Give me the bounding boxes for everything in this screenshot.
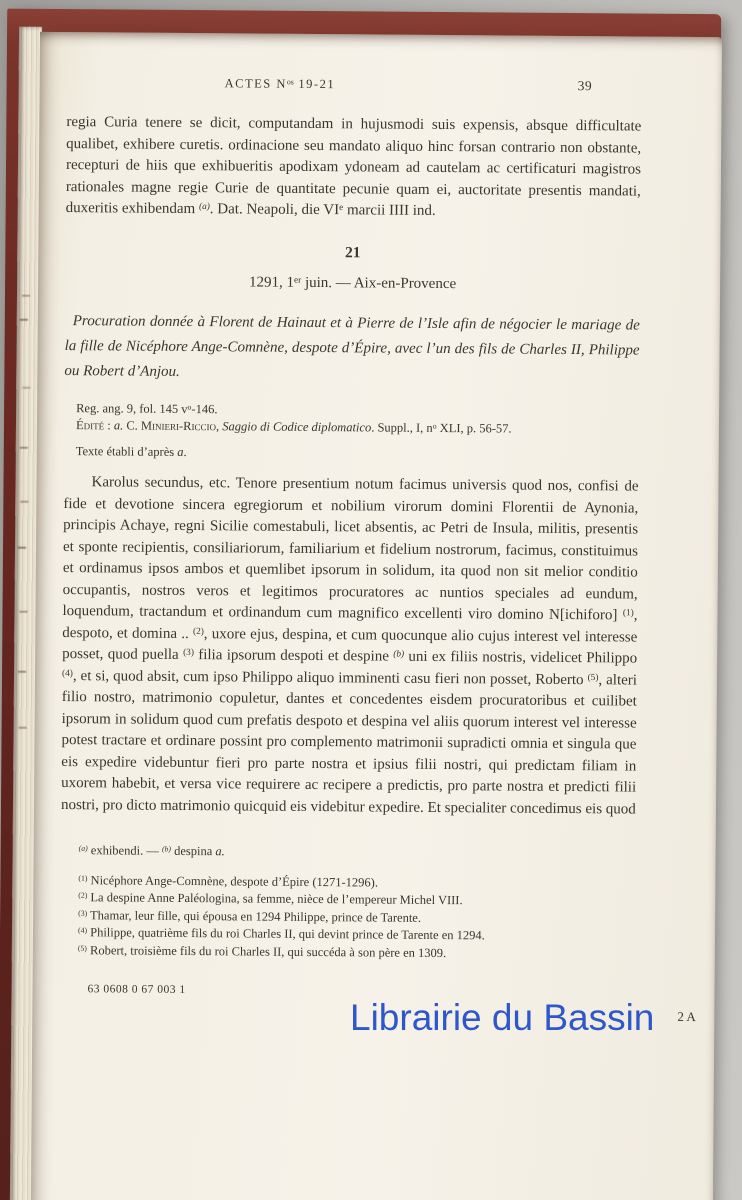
act-number: 21 xyxy=(345,243,361,261)
act-body-text: , et si, quod absit, cum ipso Philippo aliquo imminenti casu fieri non posset, Roberto xyxy=(72,667,588,688)
edition-siglum: a. xyxy=(113,418,124,433)
folio-sup: o xyxy=(187,402,192,412)
text-basis xyxy=(76,443,639,465)
act-body-text: , despoto, et domina .. xyxy=(62,607,638,642)
page-number: 39 xyxy=(577,78,593,94)
apparatus-text: despina xyxy=(170,843,216,859)
act-body-text: filia ipsorum despoti et despine xyxy=(193,647,394,665)
running-title-sup: os xyxy=(286,77,294,87)
ordinal-sup: e xyxy=(339,203,344,214)
act-body-paragraph xyxy=(61,472,639,821)
footnote xyxy=(60,942,635,964)
footnote-text: La despine Anne Paléologina, sa femme, nièce de l’empereur Michel VIII. xyxy=(90,890,463,908)
footnote-text: Robert, troisième fils du roi Charles II, qui succéda à son père en 1309. xyxy=(89,942,447,960)
apparatus-mark-b: (b) xyxy=(161,844,172,854)
date-pre: 1291, 1 xyxy=(248,274,295,291)
edition-reference xyxy=(76,417,639,439)
note-ref-5: (5) xyxy=(587,672,599,683)
apparatus-siglum: a. xyxy=(215,844,225,859)
running-title-post: 19-21 xyxy=(293,76,336,92)
edition-author: Minieri-Riccio xyxy=(140,418,217,434)
note-ref-4: (4) xyxy=(61,668,73,679)
running-title xyxy=(225,73,336,95)
act-summary: Procuration donnée à Florent de Hainaut et à Pierre de l’Isle afin de négocier le mariage de la fille de Nicéphore Ange-Comnène, despote d’Épire, avec l’un des fils de Charles II, Philippe ou Robert d’Anjou. xyxy=(64,312,640,380)
edition-detail: . Suppl., I, n xyxy=(371,420,433,435)
gathering-signature: 2 A xyxy=(677,1008,696,1025)
note-ref-2: (2) xyxy=(192,626,204,637)
number-sup: o xyxy=(432,421,437,431)
bookseller-watermark: Librairie du Bassin xyxy=(350,997,655,1038)
page-content xyxy=(32,32,722,1006)
apparatus-mark-a: (a) xyxy=(78,843,88,853)
source-post: -146. xyxy=(191,401,218,416)
footnote-text: Philippe, quatrième fils du roi Charles II, qui devint prince de Tarente en 1294. xyxy=(90,925,485,943)
date-post: juin. — Aix-en-Provence xyxy=(301,274,457,293)
apparatus-line xyxy=(61,842,636,864)
note-ref-3: (3) xyxy=(183,647,194,658)
footnote-marker: (1) xyxy=(78,873,88,883)
footnote-marker: (3) xyxy=(78,908,88,918)
references xyxy=(64,400,639,465)
act-body-text: , alteri filio nostro, matrimonio copuletur, dantes et concedentes eisdem procuratoribus et cuilibet ipsorum in solidum quod cum prefatis despoto et despina vel aliis quorum interest vel interesse potest tractare et ordinare possint pro complemento matrimonii supradicti omnia et singula que eis expedire videbuntur fieri pro parte nostra et ipsius filii nostri, qui predictam filiam in uxorem habebit, et versa vice requirere ac recipere a predictis, pro parte nostra et predicti filii nostri, pro dicto matrimonio quicquid eis videbitur expedire. Et specialiter concedimus eis quod xyxy=(60,671,638,818)
edition-label: Édité xyxy=(75,418,105,433)
edition-initial: C. xyxy=(123,418,141,433)
footnote-marker: (2) xyxy=(78,890,88,900)
act-body-text: , uxore ejus, despina, et cum quocunque alio cujus interest vel interesse posset, quod puella xyxy=(62,625,638,663)
edition-separator: , xyxy=(215,419,223,434)
footnote-marker: (5) xyxy=(77,943,87,953)
basis-pre: Texte établi d’après xyxy=(75,443,178,459)
footnote-marker: (4) xyxy=(77,925,88,935)
previous-act-text: marcii IIII ind. xyxy=(343,202,436,219)
act-date-line xyxy=(65,271,640,297)
act-body-text: Karolus secundus, etc. Tenore presentium notum facimus universis quod nos, confisi de fide et devotione sincera egregiorum et nobilium virorum domini Florentii de Aynonia, principis Achaye, regni Sicilie comestabuli, licet absentis, ac Petri de Insula, militis, presentis et sponte recipientis, consiliariorum, familiarium et fidelium nostrorum, facimus, constituimus et ordinamus ipsos ambos et quemlibet ipsorum in solidum, ita quod non sit melior conditio occupantis, nostros veros et legitimos procuratores ac nuntios speciales ad eundum, loquendum, tractandum et ordinandum cum magnifico excellenti viro domino N[ichiforo] xyxy=(62,474,639,624)
numbered-notes xyxy=(60,872,636,964)
basis-post: . xyxy=(183,444,187,459)
previous-act-ending xyxy=(66,112,642,224)
edition-colon: : xyxy=(104,418,114,433)
edition-title: Saggio di Codice diplomatico xyxy=(222,419,372,435)
edition-pages: XLI, p. 56-57. xyxy=(436,420,512,436)
previous-act-text: regia Curia tenere se dicit, computandam in hujusmodi suis expensis, absque difficultate qualibet, exhibere curetis. ordinacione seu mandato aliquo hinc forsan contrario non obstante, recepturi de hiis que exhibueritis apodixam ydoneam ad cautelam ac certificaturi magistros rationales magne regie Curie de quantitate pecunie quam ei, auctoritate presentis mandati, duxeritis exhibendam xyxy=(65,114,642,218)
previous-act-text: . Dat. Neapoli, die VI xyxy=(209,201,340,219)
variant-ref-b: (b) xyxy=(393,649,405,660)
footnote-text: Thamar, leur fille, qui épousa en 1294 Philippe, prince de Tarente. xyxy=(90,907,422,925)
print-code: 63 0608 0 67 003 1 xyxy=(87,983,186,997)
basis-siglum: a xyxy=(177,444,184,459)
variant-ref-a: (a) xyxy=(198,201,210,213)
page-edge-marks xyxy=(22,27,30,29)
act-body-text: uni ex filiis nostris, videlicet Philippo xyxy=(404,648,638,667)
footnotes xyxy=(60,842,636,964)
apparatus-text: exhibendi. — xyxy=(87,843,163,858)
running-title-pre: ACTES N xyxy=(224,76,287,91)
source-pre: Reg. ang. 9, fol. 145 v xyxy=(76,400,188,416)
running-header xyxy=(67,72,642,97)
footnote-text: Nicéphore Ange-Comnène, despote d’Épire (1271-1296). xyxy=(90,872,379,890)
note-ref-1: (1) xyxy=(622,608,634,619)
ordinal-sup: er xyxy=(293,275,302,286)
